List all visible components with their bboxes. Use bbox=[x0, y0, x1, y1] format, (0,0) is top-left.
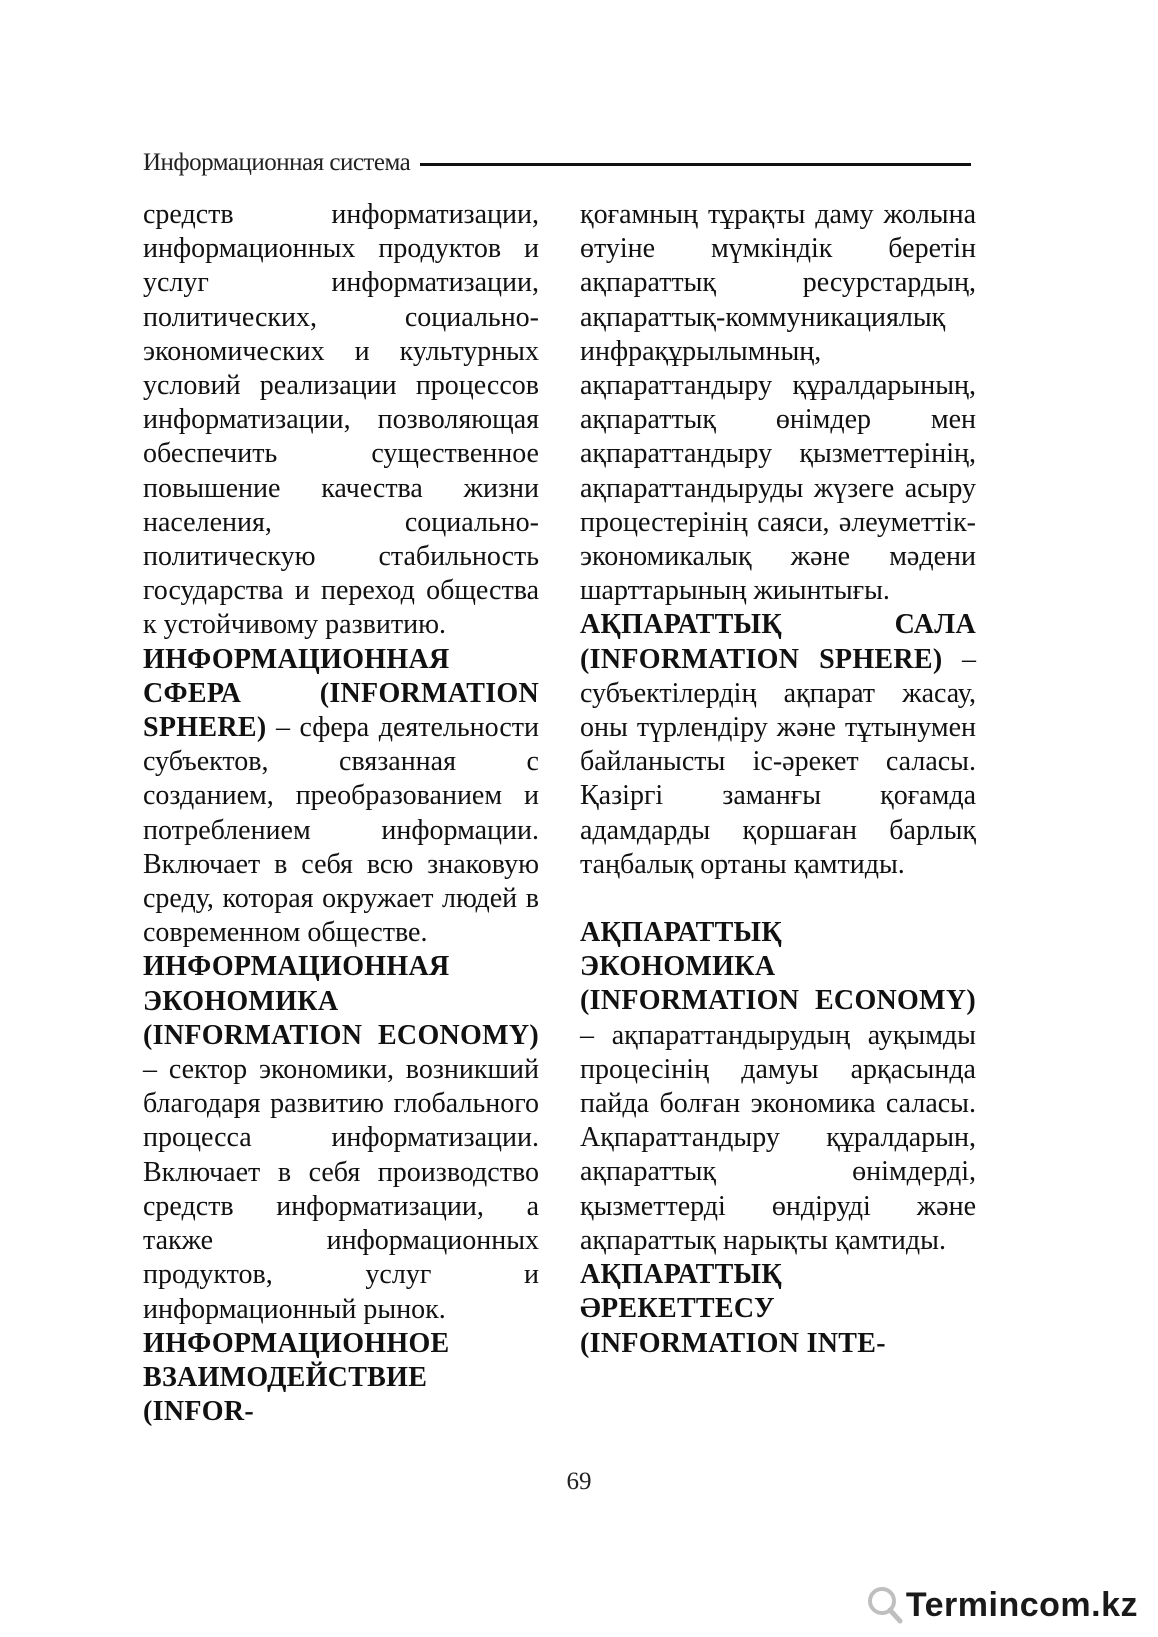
left-column bbox=[143, 198, 539, 1429]
entry-term: ИНФОРМАЦИОННАЯ СФЕРА (INFORMATION SPHERE) bbox=[143, 643, 539, 744]
continued-text: средств информатизации, информационных продуктов и услуг информатизации, политических, социально-экономических и культурных условий реализации процессов информатизации, позволяющая обеспечить существенное повышение качества жизни населения, социально-политическую стабильность государства и переход общества к устойчивому развитию. bbox=[143, 199, 539, 641]
page-number: 69 bbox=[566, 1468, 592, 1495]
entry-definition: – субъектілердің ақпарат жасау, оны түрлендіру және тұтынумен байланысты іс-әрекет саласы. Қазіргі заманғы қоғамда адамдарды қоршаған барлық таңбалық ортаны қамтиды. bbox=[580, 643, 976, 880]
running-head-title: Информационная система bbox=[143, 149, 411, 176]
magnifier-icon bbox=[860, 1581, 904, 1625]
continued-text: қоғамның тұрақты даму жолына өтуіне мүмкіндік беретін ақпараттық ресурстардың, ақпараттық-коммуникациялық инфрақұрылымның, ақпараттандыру құралдарының, ақпараттық өнімдер мен ақпараттандыру қызметтерінің, ақпараттандыруды жүзеге асыру процестерінің саяси, әлеуметтік-экономикалық және мәдени шарттарының жиынтығы. bbox=[580, 199, 976, 607]
entry-term: ИНФОРМАЦИОННОЕ ВЗАИМОДЕЙСТВИЕ (INFOR- bbox=[143, 1327, 450, 1428]
entry-definition: – ақпараттандырудың ауқымды процесінің дамуы арқасында пайда болған экономика саласы. Ақпараттандыру құралдарын, ақпараттық өнімдерді, қызметтерді өндіруді және ақпараттық нарықты қамтиды. bbox=[580, 1019, 976, 1256]
running-head-rule bbox=[420, 163, 971, 166]
entry-term: АҚПАРАТТЫҚ ЭКОНОМИКА (INFORMATION ECONOMY) bbox=[580, 917, 976, 1017]
right-column bbox=[580, 198, 976, 1361]
running-head bbox=[143, 148, 971, 178]
entry-term: АҚПАРАТТЫҚ ӘРЕКЕТТЕСУ (INFORMATION INTE- bbox=[580, 1259, 886, 1359]
dictionary-entry bbox=[143, 950, 539, 1326]
dictionary-entry bbox=[580, 916, 976, 1258]
entry-term: АҚПАРАТТЫҚ САЛА (INFORMATION SPHERE) bbox=[580, 609, 976, 675]
dictionary-entry bbox=[143, 1327, 539, 1430]
dictionary-entry bbox=[580, 1258, 976, 1361]
dictionary-entry bbox=[580, 608, 976, 882]
dictionary-entry bbox=[143, 643, 539, 951]
entry-definition: – сектор экономики, возникший благодаря развитию глобального процесса информатизации. Включает в себя производство средств информатизации, а также информационных продуктов, услуг и информационный рынок. bbox=[143, 1054, 539, 1325]
entry-definition: – сфера деятельности субъектов, связанная с созданием, преобразованием и потреблением информации. Включает в себя всю знаковую среду, которая окружает людей в современном обществе. bbox=[143, 712, 539, 949]
entry-term: ИНФОРМАЦИОННАЯ ЭКОНОМИКА (INFORMATION ECONOMY) bbox=[143, 951, 539, 1051]
watermark bbox=[860, 1581, 1138, 1625]
watermark-text: Termincom.kz bbox=[905, 1586, 1138, 1624]
entry-gap bbox=[580, 882, 976, 916]
